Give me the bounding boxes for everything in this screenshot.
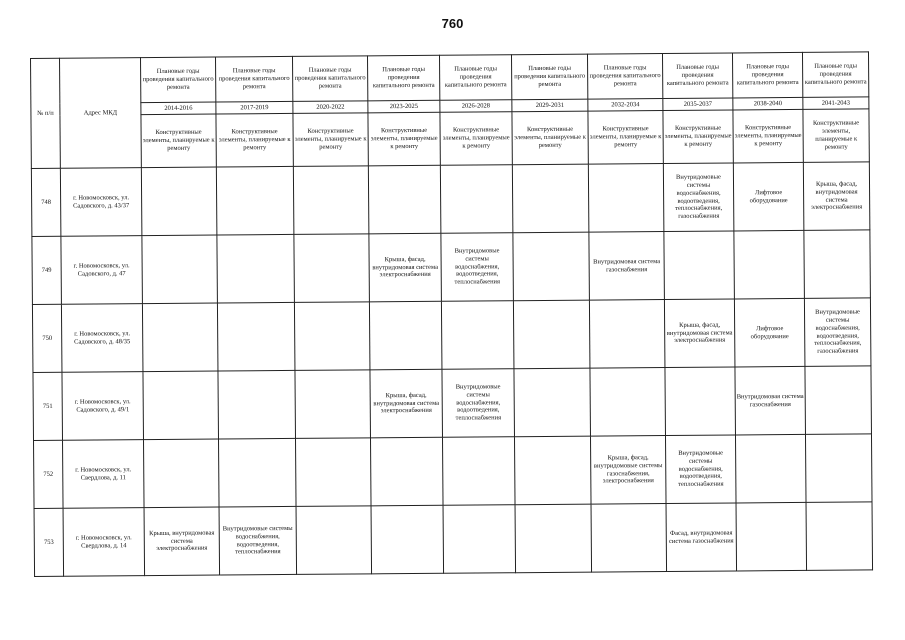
row-number: 751 xyxy=(33,372,63,440)
repair-cell xyxy=(370,437,443,506)
repair-cell xyxy=(590,368,666,437)
column-header-number: № п/п xyxy=(31,58,61,168)
period-header: 2017-2019 xyxy=(216,101,293,114)
plan-years-header: Плановые годы проведения капитального ремонта xyxy=(439,55,511,101)
repair-cell: Внутридомовые системы водоснабжения, водоотведения, теплоснабжения, газоснабжения xyxy=(804,298,871,367)
plan-years-header: Плановые годы проведения капитального ремонта xyxy=(292,56,367,102)
repair-cell: Крыша, фасад, внутридомовая система электроснабжения xyxy=(369,233,442,302)
repair-cell xyxy=(296,506,372,575)
repair-cell xyxy=(295,370,371,439)
repair-cell xyxy=(294,302,370,371)
repair-cell xyxy=(735,434,806,503)
period-header: 2026-2028 xyxy=(440,100,512,113)
elements-header: Конструктивные элементы, планируемые к ремонту xyxy=(141,114,216,168)
elements-header: Конструктивные элементы, планируемые к ремонту xyxy=(733,109,803,163)
repair-cell xyxy=(217,234,295,303)
repair-cell xyxy=(141,167,217,236)
repair-cell xyxy=(142,303,218,372)
repair-cell: Лифтовое оборудование xyxy=(733,162,804,231)
row-address: г. Новомосковск, ул. Садовского, д. 43/37 xyxy=(60,168,142,237)
repair-cell xyxy=(443,505,516,574)
repair-cell xyxy=(143,371,219,440)
repair-cell xyxy=(512,164,589,233)
plan-years-header: Плановые годы проведения капитального ремонта xyxy=(802,52,868,98)
repair-cell xyxy=(514,368,591,437)
repair-cell: Внутридомовые системы водоснабжения, водоотведения, теплоснабжения xyxy=(665,435,736,504)
repair-cell: Крыша, фасад, внутридомовые системы газоснабжения, электроснабжения xyxy=(590,436,666,505)
repair-cell xyxy=(588,164,664,233)
repair-cell xyxy=(805,366,872,435)
repair-cell xyxy=(218,370,296,439)
repair-cell xyxy=(142,235,218,304)
repair-cell xyxy=(665,367,736,436)
repair-cell xyxy=(371,505,444,574)
repair-cell xyxy=(805,434,872,503)
plan-years-header: Плановые годы проведения капитального ремонта xyxy=(732,52,802,98)
repair-cell: Внутридомовые системы водоснабжения, водоотведения, теплоснабжения xyxy=(441,233,514,302)
repair-cell xyxy=(442,437,515,506)
table-row xyxy=(32,298,871,373)
row-number: 752 xyxy=(34,440,64,508)
plan-years-header: Плановые годы проведения капитального ремонта xyxy=(511,54,587,100)
column-header-address: Адрес МКД xyxy=(60,58,142,169)
repair-cell: Внутридомовые системы водоснабжения, водоотведения, теплоснабжения, газоснабжения xyxy=(663,163,734,232)
repair-cell xyxy=(369,301,442,370)
row-number: 750 xyxy=(32,304,62,372)
elements-header: Конструктивные элементы, планируемые к ремонту xyxy=(440,112,512,166)
repair-cell xyxy=(295,438,371,507)
plan-years-header: Плановые годы проведения капитального ремонта xyxy=(662,53,732,99)
repair-cell: Крыша, внутридомовая система электроснабжения xyxy=(144,507,220,576)
repair-cell xyxy=(804,230,871,299)
repair-cell xyxy=(441,301,514,370)
repair-cell xyxy=(515,504,592,573)
repair-cell xyxy=(736,502,807,571)
repair-cell: Крыша, фасад, внутридомовая система электроснабжения xyxy=(664,299,735,368)
elements-header: Конструктивные элементы, планируемые к ремонту xyxy=(368,112,440,166)
repair-cell xyxy=(217,302,295,371)
row-number: 749 xyxy=(32,236,62,304)
period-header: 2038-2040 xyxy=(733,97,803,110)
period-header: 2035-2037 xyxy=(663,98,733,111)
repair-cell: Внутридомовая система газоснабжения xyxy=(735,366,806,435)
elements-header: Конструктивные элементы, планируемые к ремонту xyxy=(293,113,368,167)
table-row xyxy=(32,230,871,305)
row-address: г. Новомосковск, ул. Садовского, д. 47 xyxy=(61,236,143,305)
elements-header: Конструктивные элементы, планируемые к ремонту xyxy=(512,111,588,165)
repair-cell xyxy=(734,230,805,299)
elements-header: Конструктивные элементы, планируемые к ремонту xyxy=(663,110,733,164)
plan-years-header: Плановые годы проведения капитального ремонта xyxy=(141,57,216,103)
row-number: 748 xyxy=(31,168,61,236)
row-address: г. Новомосковск, ул. Свердлова, д. 11 xyxy=(63,440,145,509)
repair-cell xyxy=(218,438,296,507)
capital-repair-plan-table xyxy=(30,51,873,577)
repair-cell xyxy=(806,502,873,571)
plan-years-header: Плановые годы проведения капитального ремонта xyxy=(587,54,662,100)
repair-cell: Крыша, фасад, внутридомовая система электроснабжения xyxy=(370,369,443,438)
repair-cell xyxy=(513,300,590,369)
repair-cell xyxy=(368,165,441,234)
elements-header: Конструктивные элементы, планируемые к ремонту xyxy=(588,111,663,165)
row-address: г. Новомосковск, ул. Свердлова, д. 14 xyxy=(63,508,145,577)
period-header: 2032-2034 xyxy=(588,99,663,112)
repair-cell xyxy=(216,166,294,235)
period-header: 2014-2016 xyxy=(141,102,216,115)
elements-header: Конструктивные элементы, планируемые к ремонту xyxy=(803,109,869,163)
plan-years-header: Плановые годы проведения капитального ремонта xyxy=(215,56,292,102)
repair-cell xyxy=(514,436,591,505)
repair-cell: Внутридомовая система газоснабжения xyxy=(589,232,665,301)
table-row xyxy=(31,162,870,237)
repair-cell xyxy=(294,234,370,303)
period-header: 2029-2031 xyxy=(512,99,588,112)
elements-header: Конструктивные элементы, планируемые к ремонту xyxy=(216,113,293,167)
repair-cell: Внутридомовые системы водоснабжения, водоотведения, теплоснабжения xyxy=(219,506,297,575)
table-row xyxy=(34,434,873,509)
repair-cell xyxy=(144,439,220,508)
repair-cell: Крыша, фасад, внутридомовая система электроснабжения xyxy=(803,162,870,231)
repair-cell xyxy=(513,232,590,301)
header-row-elements xyxy=(31,109,869,169)
row-address: г. Новомосковск, ул. Садовского, д. 48/35 xyxy=(61,304,143,373)
row-number: 753 xyxy=(34,508,64,576)
period-header: 2020-2022 xyxy=(293,101,368,114)
repair-cell xyxy=(293,166,369,235)
period-header: 2023-2025 xyxy=(368,100,440,113)
plan-years-header: Плановые годы проведения капитального ремонта xyxy=(367,55,439,101)
repair-cell: Фасад, внутридомовая система газоснабжения xyxy=(666,503,737,572)
row-address: г. Новомосковск, ул. Садовского, д. 49/1 xyxy=(62,372,144,441)
period-header: 2041-2043 xyxy=(803,97,869,110)
repair-cell: Лифтовое оборудование xyxy=(734,298,805,367)
table-row xyxy=(34,502,873,577)
page-number: 760 xyxy=(441,16,464,31)
table-row xyxy=(33,366,872,441)
repair-cell: Внутридомовые системы водоснабжения, водоотведения, теплоснабжения xyxy=(442,369,515,438)
repair-cell xyxy=(664,231,735,300)
repair-cell xyxy=(589,300,665,369)
repair-cell xyxy=(591,504,667,573)
repair-cell xyxy=(440,165,513,234)
header-row-plan-years xyxy=(31,52,869,104)
